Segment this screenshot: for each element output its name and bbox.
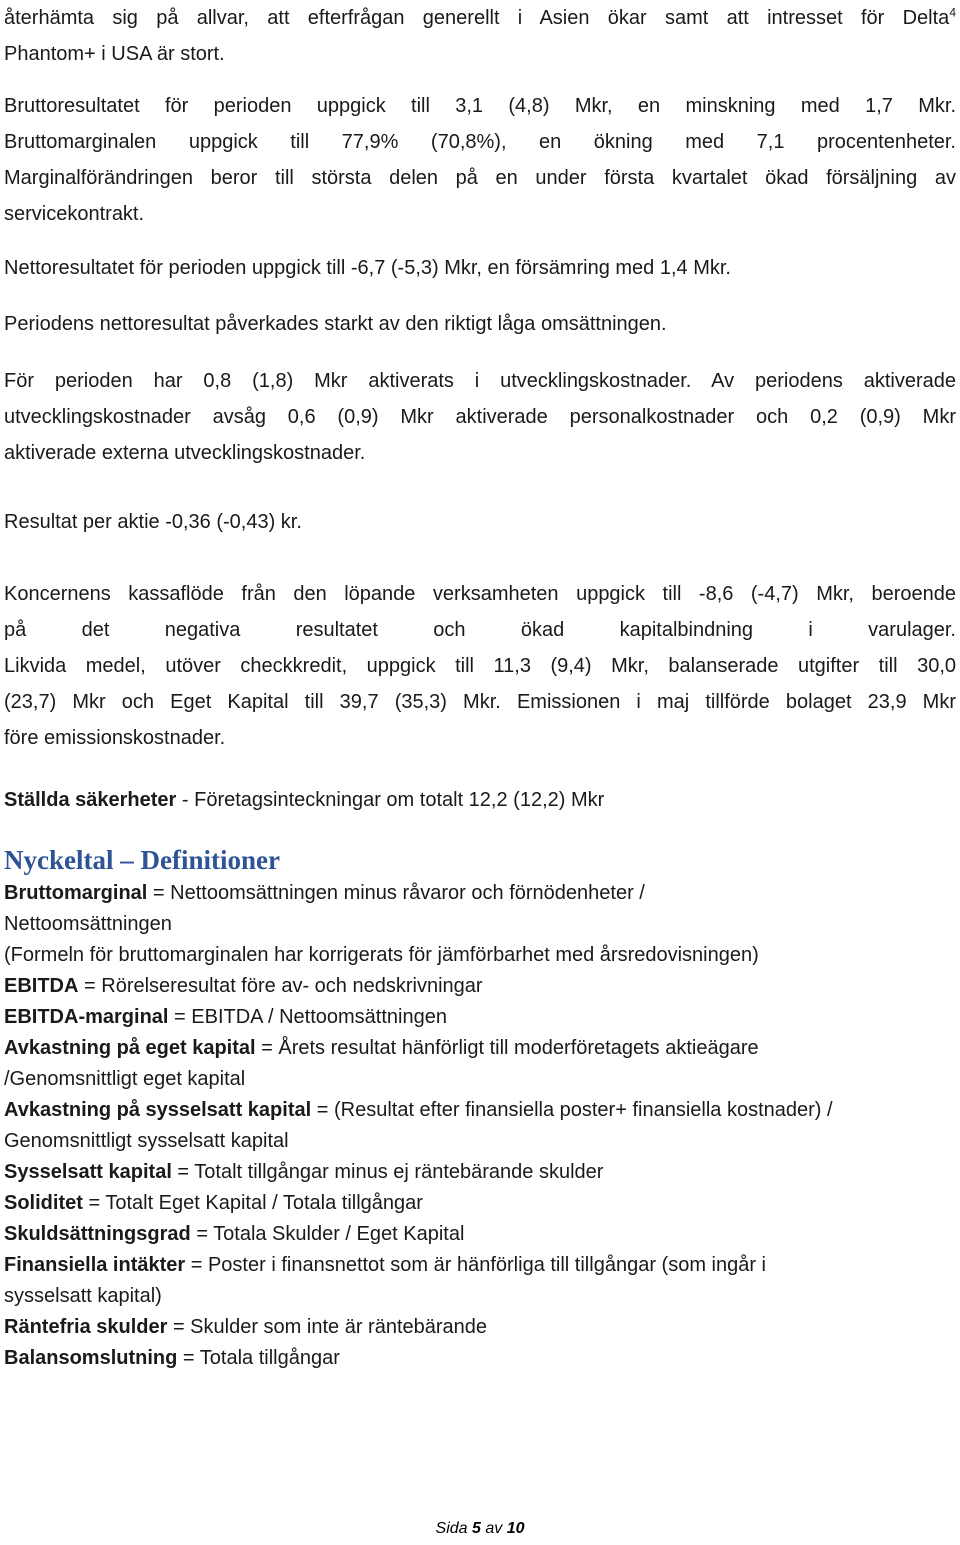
- term-definition: = Skulder som inte är räntebärande: [167, 1316, 488, 1338]
- definition-row: [4, 1312, 956, 1343]
- text-line: Likvida medel, utöver checkkredit, uppgick till 11,3 (9,4) Mkr, balanserade utgifter till 30,0: [4, 655, 956, 677]
- term-definition: - Företagsinteckningar om totalt 12,2 (12,2) Mkr: [176, 789, 605, 811]
- text-line: Marginalförändringen beror till största delen på en under första kvartalet ökad försäljning av: [4, 167, 956, 189]
- footnote-ref: 4: [949, 5, 956, 20]
- text-line: aktiverade externa utvecklingskostnader.: [4, 442, 366, 464]
- term-definition: = Rörelseresultat före av- och nedskrivningar: [78, 975, 483, 997]
- paragraph-net-result-impact: [4, 306, 956, 342]
- term-label: EBITDA-marginal: [4, 1006, 169, 1028]
- term-definition: Nettoomsättningen: [4, 913, 172, 935]
- term-definition: = Totalt Eget Kapital / Totala tillgångar: [82, 1192, 423, 1214]
- footer-mid: av: [480, 1520, 507, 1537]
- paragraph-development-costs: [4, 363, 956, 471]
- text-line: Koncernens kassaflöde från den löpande verksamheten uppgick till -8,6 (-4,7) Mkr, beroende: [4, 583, 956, 605]
- term-label: Sysselsatt kapital: [4, 1161, 172, 1183]
- term-label: Ställda säkerheter: [4, 789, 177, 811]
- text-line: Phantom+ i USA är stort.: [4, 43, 225, 65]
- term-label: Finansiella intäkter: [4, 1254, 186, 1276]
- footer-page-number: 5: [471, 1520, 481, 1537]
- paragraph-eps: [4, 504, 956, 540]
- section-heading: Nyckeltal – Definitioner: [4, 845, 280, 875]
- definition-row: [4, 1157, 956, 1188]
- term-label: EBITDA: [4, 975, 79, 997]
- text-line: Resultat per aktie -0,36 (-0,43) kr.: [4, 511, 302, 533]
- term-definition: = Totala Skulder / Eget Kapital: [190, 1223, 465, 1245]
- text-line: på det negativa resultatet och ökad kapitalbindning i varulager.: [4, 619, 956, 641]
- text-line: För perioden har 0,8 (1,8) Mkr aktiverats i utvecklingskostnader. Av periodens aktiverade: [4, 370, 956, 392]
- term-definition: = EBITDA / Nettoomsättningen: [168, 1006, 447, 1028]
- definition-row: [4, 878, 956, 909]
- text-line: Periodens nettoresultat påverkades starkt av den riktigt låga omsättningen.: [4, 313, 667, 335]
- term-definition: (Formeln för bruttomarginalen har korrigerats för jämförbarhet med årsredovisningen): [4, 944, 759, 966]
- paragraph-outlook: [4, 0, 956, 72]
- term-definition: = Nettoomsättningen minus råvaror och förnödenheter /: [147, 882, 645, 904]
- definitions-list: [4, 878, 956, 1374]
- definition-row: [4, 1126, 956, 1157]
- term-label: Bruttomarginal: [4, 882, 148, 904]
- term-label: Balansomslutning: [4, 1347, 178, 1369]
- text-line: Nettoresultatet för perioden uppgick till -6,7 (-5,3) Mkr, en försämring med 1,4 Mkr.: [4, 257, 731, 279]
- term-definition: Genomsnittligt sysselsatt kapital: [4, 1130, 289, 1152]
- term-definition: /Genomsnittligt eget kapital: [4, 1068, 246, 1090]
- definition-row: [4, 1281, 956, 1312]
- definition-row: [4, 1095, 956, 1126]
- paragraph-net-result: [4, 250, 956, 286]
- text-line: Bruttomarginalen uppgick till 77,9% (70,8%), en ökning med 7,1 procentenheter.: [4, 131, 956, 153]
- definition-row: [4, 1064, 956, 1095]
- definition-row: [4, 1002, 956, 1033]
- term-label: Soliditet: [4, 1192, 83, 1214]
- definition-row: [4, 1250, 956, 1281]
- page-footer: [0, 1520, 960, 1538]
- text-line: före emissionskostnader.: [4, 727, 226, 749]
- term-definition: = Totala tillgångar: [177, 1347, 340, 1369]
- definition-row: [4, 1219, 956, 1250]
- term-label: Avkastning på sysselsatt kapital: [4, 1099, 312, 1121]
- text-line: (23,7) Mkr och Eget Kapital till 39,7 (35,3) Mkr. Emissionen i maj tillförde bolaget 23,9 Mkr: [4, 691, 956, 713]
- term-definition: = Poster i finansnettot som är hänförliga till tillgångar (som ingår i: [185, 1254, 767, 1276]
- footer-page-total: 10: [506, 1520, 525, 1537]
- text-line: servicekontrakt.: [4, 203, 145, 225]
- paragraph-cash-flow: [4, 576, 956, 756]
- term-label: Avkastning på eget kapital: [4, 1037, 256, 1059]
- text-line: Bruttoresultatet för perioden uppgick till 3,1 (4,8) Mkr, en minskning med 1,7 Mkr.: [4, 95, 956, 117]
- paragraph-gross-result: [4, 88, 956, 232]
- definition-row: [4, 940, 956, 971]
- text-line: utvecklingskostnader avsåg 0,6 (0,9) Mkr aktiverade personalkostnader och 0,2 (0,9) Mkr: [4, 406, 956, 428]
- paragraph-pledged-assets: [4, 782, 956, 818]
- definition-row: [4, 909, 956, 940]
- term-definition: = Årets resultat hänförligt till moderföretagets aktieägare: [255, 1037, 759, 1059]
- term-label: Räntefria skulder: [4, 1316, 168, 1338]
- term-definition: = Totalt tillgångar minus ej räntebärande skulder: [171, 1161, 604, 1183]
- term-label: Skuldsättningsgrad: [4, 1223, 191, 1245]
- text-line: återhämta sig på allvar, att efterfrågan generellt i Asien ökar samt att intresset för Delta: [4, 7, 950, 29]
- definition-row: [4, 971, 956, 1002]
- definition-row: [4, 1033, 956, 1064]
- definition-row: [4, 1343, 956, 1374]
- definition-row: [4, 1188, 956, 1219]
- term-definition: sysselsatt kapital): [4, 1285, 162, 1307]
- term-definition: = (Resultat efter finansiella poster+ finansiella kostnader) /: [311, 1099, 833, 1121]
- footer-prefix: Sida: [435, 1520, 472, 1537]
